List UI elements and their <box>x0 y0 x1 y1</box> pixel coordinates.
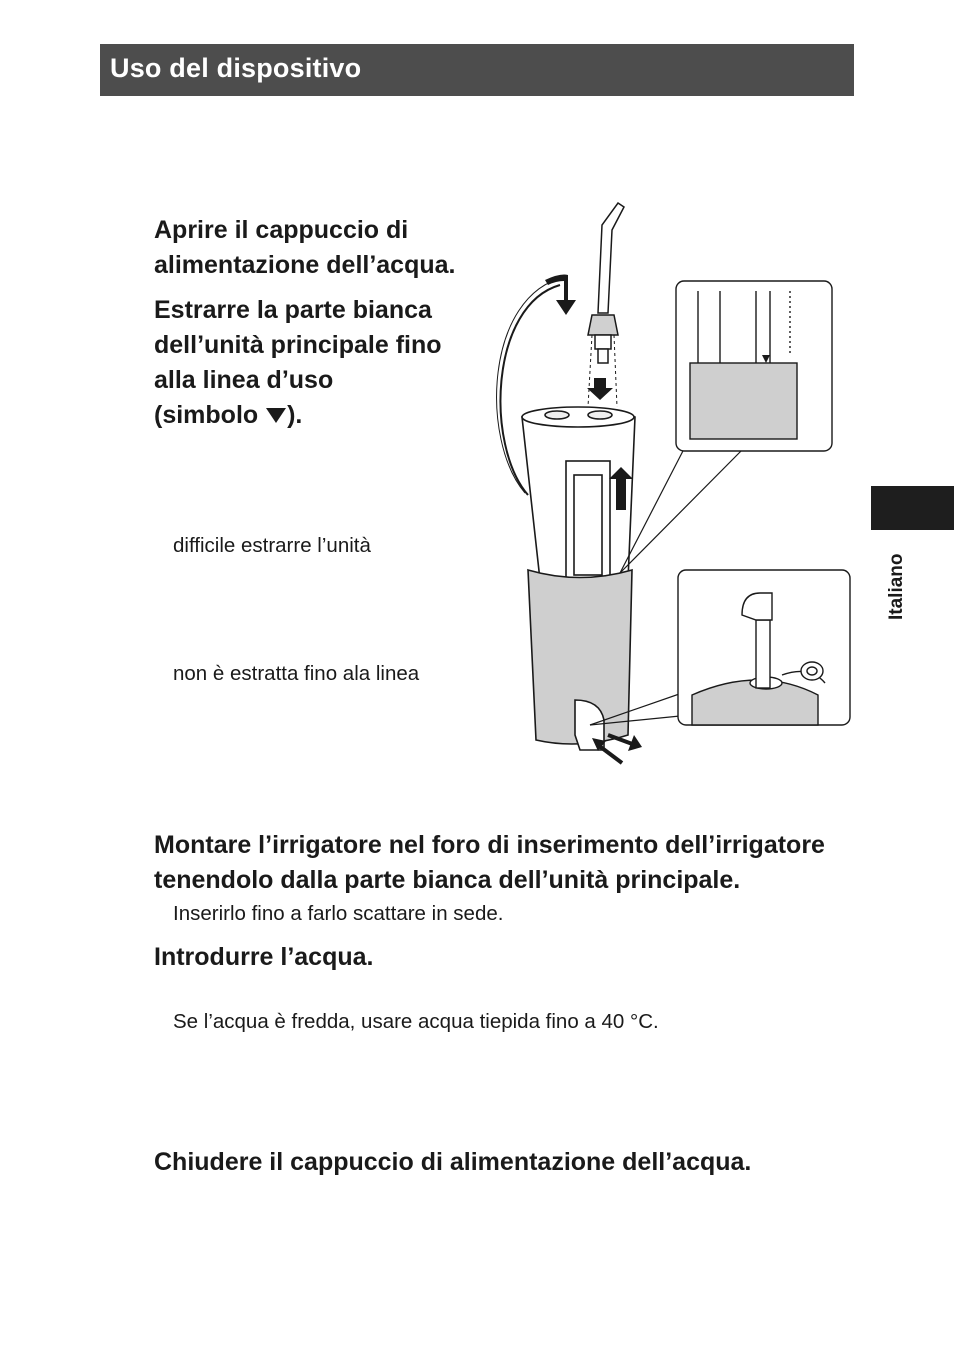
step-water: Introdurre l’acqua. <box>154 943 374 971</box>
note-insert-click: Inserirlo fino a farlo scattare in sede. <box>173 902 504 925</box>
down-arrow-icon <box>587 378 613 400</box>
step-extract-symbol-suffix: ). <box>287 401 303 429</box>
step-extract-line-4 <box>154 398 484 433</box>
step-extract-line-3: alla linea d’uso <box>154 366 334 394</box>
water-tank <box>528 570 632 750</box>
detail-filling <box>678 570 850 725</box>
step-mount-line-1: Montare l’irrigatore nel foro di inserimento dell’irrigatore <box>154 831 825 859</box>
note-not-extracted: non è estratta fino ala linea <box>173 662 420 685</box>
language-label: Italiano <box>886 553 907 620</box>
note-cold-water: Se l’acqua è fredda, usare acqua tiepida fino a 40 °C. <box>173 1010 659 1033</box>
step-mount-line-2: tenendolo dalla parte bianca dell’unità principale. <box>154 866 741 894</box>
step-close-cap: Chiudere il cappuccio di alimentazione dell’acqua. <box>154 1148 752 1176</box>
section-title: Uso del dispositivo <box>110 53 362 83</box>
nozzle <box>588 203 624 363</box>
section-header <box>100 44 854 96</box>
step-open-cap: Aprire il cappuccio di alimentazione dell’acqua. <box>154 216 456 279</box>
detail-use-line <box>676 281 832 451</box>
step-extract-line-1: Estrarre la parte bianca <box>154 296 432 324</box>
step-mount <box>154 828 854 898</box>
curved-arrow-head-icon <box>545 275 576 315</box>
step-extract <box>154 293 484 433</box>
note-difficult: difficile estrarre l’unità <box>173 534 371 557</box>
step-extract-symbol-prefix: (simbolo <box>154 401 266 429</box>
down-triangle-icon <box>265 406 287 424</box>
irrigator-illustration <box>480 195 880 775</box>
language-tab <box>871 486 954 530</box>
step-extract-line-2: dell’unità principale fino <box>154 331 442 359</box>
